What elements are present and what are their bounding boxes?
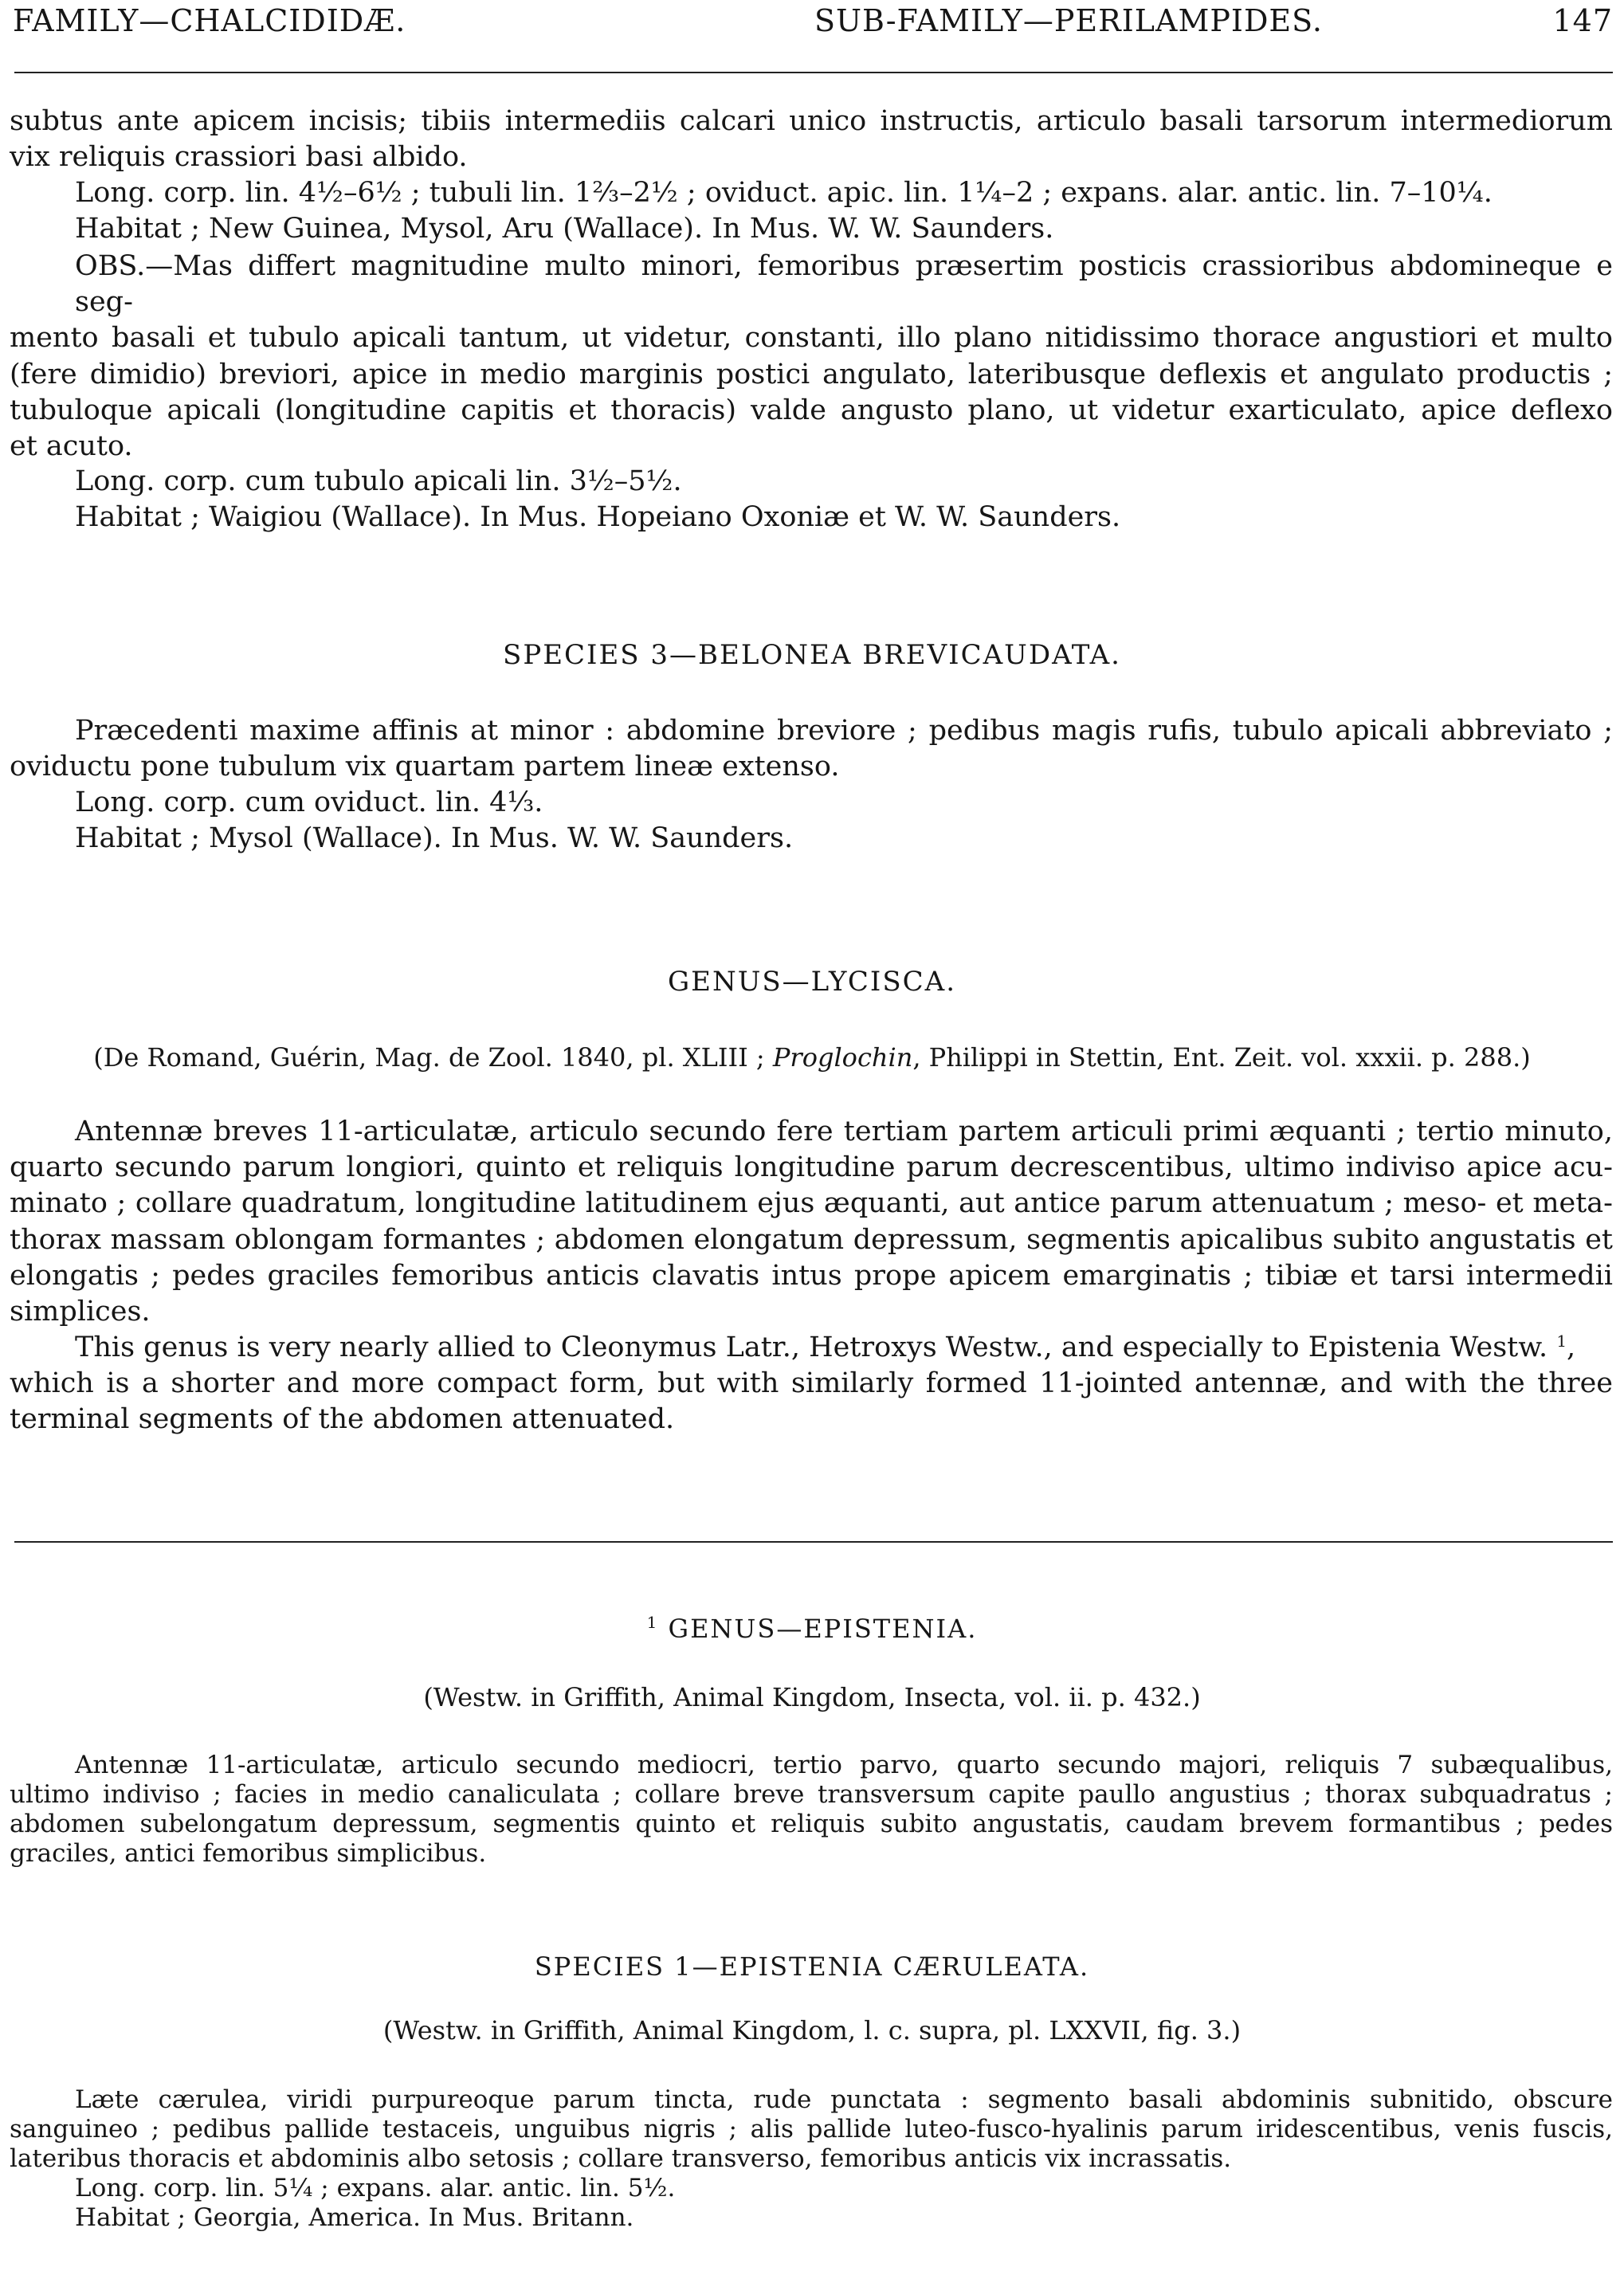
footnote-number: 1 [646, 1613, 659, 1632]
genus-lycisca-reference: (De Romand, Guérin, Mag. de Zool. 1840, pl. XLIII ; Proglochin, Philippi in Stettin, Ent. Zeit. vol. xxxii. p. 288.) [93, 1042, 1531, 1073]
text-line: lateribus thoracis et abdominis albo setosis ; collare transverso, femoribus anticis vix incrassatis. [10, 2144, 1232, 2173]
text-line: thorax massam oblongam formantes ; abdomen elongatum depressum, segmentis apicalibus subito angustatis et [10, 1223, 1613, 1256]
footnote-genus-heading: $^1$ GENUS—EPISTENIA. [646, 1613, 978, 1644]
text-line: This genus is very nearly allied to Cleonymus Latr., Hetroxys Westw., and especially to Epistenia Westw. $^1$, [75, 1332, 1576, 1363]
obs-measurements [10, 464, 1613, 535]
text-line: Præcedenti maxime affinis at minor : abdomine breviore ; pedibus magis rufis, tubulo apicali abbreviato ; [75, 715, 1613, 747]
footnote-species-description [10, 2085, 1613, 2174]
habitat-line: Habitat ; Waigiou (Wallace). In Mus. Hopeiano Oxoniæ et W. W. Saunders. [75, 501, 1121, 534]
text-line: which is a shorter and more compact form, but with similarly formed 11-jointed antennæ, and with the three [10, 1367, 1613, 1400]
habitat-line: Habitat ; New Guinea, Mysol, Aru (Wallace). In Mus. W. W. Saunders. [75, 213, 1054, 245]
footnote-marker: 1 [1556, 1332, 1567, 1351]
header-subfamily: SUB-FAMILY—PERILAMPIDES. [814, 3, 1323, 38]
genus-lycisca-note [10, 1330, 1613, 1438]
long-line: Long. corp. lin. 5¼ ; expans. alar. antic. lin. 5½. [75, 2174, 676, 2202]
habitat-line: Habitat ; Mysol (Wallace). In Mus. W. W. Saunders. [75, 822, 794, 855]
text-line: oviductu pone tubulum vix quartam partem lineæ extenso. [10, 751, 840, 783]
text-line: elongatis ; pedes graciles femoribus anticis clavatis intus prope apicem emarginatis ; tibiæ et tarsi intermedii [10, 1259, 1613, 1292]
text-line: ultimo indiviso ; facies in medio canaliculata ; collare breve transversum capite paullo angustius ; thorax subquadratus ; [10, 1780, 1613, 1809]
text-line: quarto secundo parum longiori, quinto et reliquis longitudine parum decrescentibus, ultimo indiviso apice acu- [10, 1151, 1613, 1184]
text-line: Antennæ 11-articulatæ, articulo secundo mediocri, tertio parvo, quarto secundo majori, reliquis 7 subæqualibus, [75, 1751, 1613, 1779]
obs-paragraph [10, 249, 1613, 465]
text-line: minato ; collare quadratum, longitudine latitudinem ejus æquanti, aut antice parum attenuatum ; meso- et meta- [10, 1187, 1613, 1220]
species-3-measurements [10, 785, 1613, 857]
footnote-species-measurements [10, 2174, 1613, 2233]
long-line: Long. corp. cum oviduct. lin. 4⅓. [75, 786, 543, 818]
text-line: graciles, antici femoribus simplicibus. [10, 1839, 487, 1868]
text-line: terminal segments of the abdomen attenuated. [10, 1403, 675, 1436]
footnote-species-heading: SPECIES 1—EPISTENIA CÆRULEATA. [534, 1951, 1090, 1982]
continuation-paragraph [10, 104, 1613, 175]
text-line: simplices. [10, 1296, 151, 1328]
long-line: Long. corp. cum tubulo apicali lin. 3½–5½. [75, 465, 682, 497]
page-number: 147 [1552, 3, 1613, 38]
species-3-description [10, 713, 1613, 785]
text-line: et acuto. [10, 430, 133, 463]
text-line: vix reliquis crassiori basi albido. [10, 141, 468, 174]
running-header [13, 3, 1613, 41]
long-line: Long. corp. lin. 4½–6½ ; tubuli lin. 1⅔–2½ ; oviduct. apic. lin. 1¼–2 ; expans. alar. antic. lin. 7–10¼. [75, 177, 1493, 209]
text-line: Læte cærulea, viridi purpureoque parum tincta, rude punctata : segmento basali abdominis subnitido, obscure [75, 2085, 1613, 2114]
header-rule [14, 72, 1613, 73]
text-line: OBS.—Mas differt magnitudine multo minori, femoribus præsertim posticis crassioribus abdomineque e seg- [75, 250, 1613, 319]
genus-lycisca-heading: GENUS—LYCISCA. [667, 966, 957, 998]
species-3-heading: SPECIES 3—BELONEA BREVICAUDATA. [503, 639, 1121, 671]
footnote-genus-description [10, 1751, 1613, 1869]
text-line: mento basali et tubulo apicali tantum, ut videtur, constanti, illo plano nitidissimo thorace angustiori et multo [10, 322, 1613, 355]
text-line: Antennæ breves 11-articulatæ, articulo secundo fere tertiam partem articuli primi æquanti ; tertio minuto, [75, 1116, 1613, 1147]
synonym-proglochin: Proglochin [772, 1042, 913, 1073]
habitat-line: Habitat ; Georgia, America. In Mus. Britann. [75, 2203, 634, 2232]
text-line: subtus ante apicem incisis; tibiis intermediis calcari unico instructis, articulo basali tarsorum intermediorum [10, 105, 1613, 137]
genus-lycisca-description [10, 1114, 1613, 1330]
footnote-species-reference: (Westw. in Griffith, Animal Kingdom, l. c. supra, pl. LXXVII, fig. 3.) [382, 2015, 1242, 2045]
measurements-block [10, 175, 1613, 247]
footnote-rule [14, 1541, 1613, 1543]
header-family: FAMILY—CHALCIDIDÆ. [13, 3, 406, 38]
text-line: tubuloque apicali (longitudine capitis et thoracis) valde angusto plano, ut videtur exarticulato, apice deflexo [10, 394, 1613, 426]
text-line: abdomen subelongatum depressum, segmentis quinto et reliquis subito angustatis, caudam brevem formantibus ; pedes [10, 1810, 1613, 1838]
footnote-genus-reference: (Westw. in Griffith, Animal Kingdom, Insecta, vol. ii. p. 432.) [423, 1682, 1201, 1712]
text-line: sanguineo ; pedibus pallide testaceis, unguibus nigris ; alis pallide luteo-fusco-hyalinis parum iridescentibus, venis fuscis, [10, 2115, 1613, 2144]
text-line: (fere dimidio) breviori, apice in medio marginis postici angulato, lateribusque deflexis et angulato productis ; [10, 358, 1613, 390]
